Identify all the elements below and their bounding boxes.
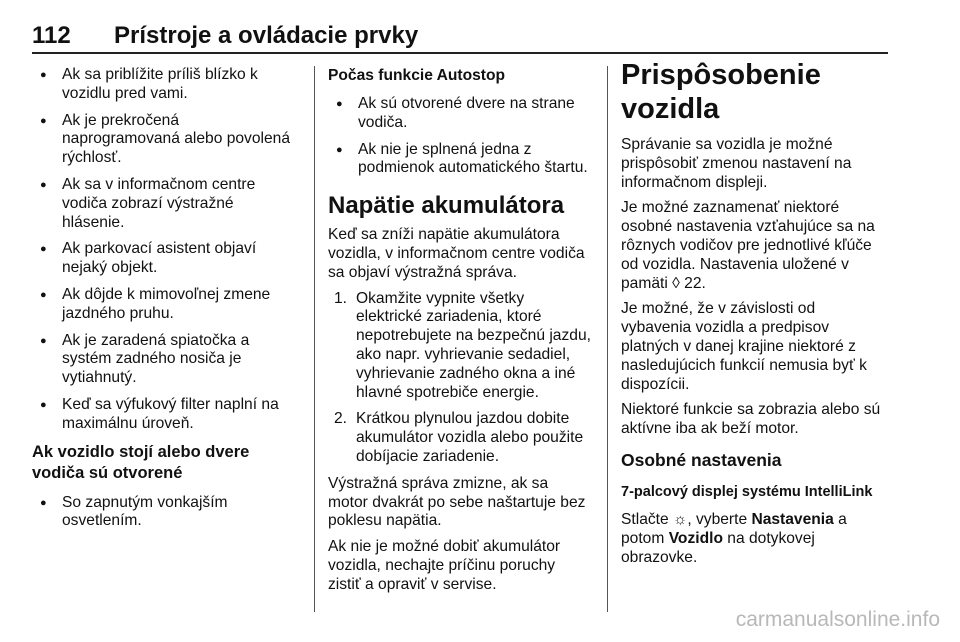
column-1: [32, 66, 298, 539]
list-item: ● Ak sú otvorené dvere na strane vodiča.: [328, 95, 592, 133]
section-heading-parked: Ak vozidlo stojí alebo dvere vodiča sú otvorené: [32, 442, 250, 482]
step-number: 2.: [334, 410, 348, 428]
watermark: carmanualsonline.info: [735, 608, 940, 631]
warning-list: [32, 66, 298, 434]
instruction-paragraph: [621, 511, 889, 567]
list-item: ● Keď sa výfukový filter naplní na maximálnu úroveň.: [32, 396, 298, 434]
paragraph: Je možné, že v závislosti od vybavenia vozidla a predpisov platných v danej krajine niektoré z nasledujúcich funkcií nemusia byť k dispozícii.: [621, 300, 867, 393]
paragraph: Správanie sa vozidla je možné prispôsobiť zmenou nastavení na informačnom displeji.: [621, 136, 852, 191]
paragraph: Je možné zaznamenať niektoré osobné nastavenia vzťahujúce sa na rôznych vodičov pre jednotlivé kľúče od vozidla. Nastavenia uložené v pamäti ◊ 22.: [621, 199, 875, 292]
settings-icon: ☼: [673, 510, 688, 528]
battery-intro: Keď sa zníži napätie akumulátora vozidla, v informačnom centre vodiča sa objaví výstražná správa.: [328, 226, 585, 281]
section-heading-autostop: Počas funkcie Autostop: [328, 67, 506, 84]
page-header: [32, 22, 888, 52]
step-text: Krátkou plynulou jazdou dobite akumulátor vozidla alebo použite dobíjacie zariadenie.: [356, 410, 584, 465]
battery-para-2: Ak nie je možné dobiť akumulátor vozidla, nechajte príčinu poruchy zistiť a opraviť v servise.: [328, 538, 561, 593]
battery-steps: [328, 290, 592, 467]
step-number: 1.: [334, 289, 348, 307]
menu-label-settings: Nastavenia: [751, 510, 834, 528]
instruction-text: na dotykovej obrazovke.: [621, 529, 815, 566]
autostop-list: [328, 95, 592, 178]
list-item: ● Ak dôjde k mimovoľnej zmene jazdného pruhu.: [32, 286, 298, 324]
parked-list: [32, 494, 298, 532]
instruction-text: a potom: [621, 510, 847, 547]
list-item: ● Ak je prekročená naprogramovaná alebo povolená rýchlosť.: [32, 112, 298, 168]
column-divider-1: [314, 66, 315, 612]
step-text: Okamžite vypnite všetky elektrické zariadenia, ktoré nepotrebujete na bezpečnú jazdu, ako napr. vyhrievanie sedadiel, vyhrievanie zadného okna a iné hlavné spotrebiče energie.: [356, 289, 591, 401]
list-item: ● Ak nie je splnená jedna z podmienok automatického štartu.: [328, 141, 592, 179]
column-2: [328, 66, 592, 602]
list-item: ● Ak sa v informačnom centre vodiča zobrazí výstražné hlásenie.: [32, 176, 298, 232]
list-item: ● Ak je zaradená spiatočka a systém zadného nosiča je vytiahnutý.: [32, 332, 298, 388]
list-item: ● Ak parkovací asistent objaví nejaký objekt.: [32, 240, 298, 278]
header-rule: [32, 52, 888, 54]
paragraph: Niektoré funkcie sa zobrazia alebo sú aktívne iba ak beží motor.: [621, 401, 881, 438]
battery-para-1: Výstražná správa zmizne, ak sa motor dvakrát po sebe naštartuje bez poklesu napätia.: [328, 474, 586, 530]
menu-label-vehicle: Vozidlo: [668, 529, 723, 547]
column-divider-2: [607, 66, 608, 612]
instruction-text: Stlačte: [621, 510, 674, 528]
list-item: [328, 410, 592, 466]
section-title-personalization: Prispôsobenie vozidla: [621, 59, 821, 125]
subsection-title-display: 7-palcový displej systému IntelliLink: [621, 483, 873, 500]
section-title-battery: Napätie akumulátora: [328, 192, 565, 220]
list-item: ● Ak sa priblížite príliš blízko k vozidlu pred vami.: [32, 66, 298, 104]
subsection-title-personal-settings: Osobné nastavenia: [621, 449, 782, 470]
page-number: 112: [32, 22, 71, 49]
list-item: ● So zapnutým vonkajším osvetlením.: [32, 494, 298, 532]
instruction-text: , vyberte: [687, 510, 752, 528]
list-item: [328, 290, 592, 403]
column-3: [621, 59, 889, 574]
page-title: Prístroje a ovládacie prvky: [114, 22, 419, 49]
